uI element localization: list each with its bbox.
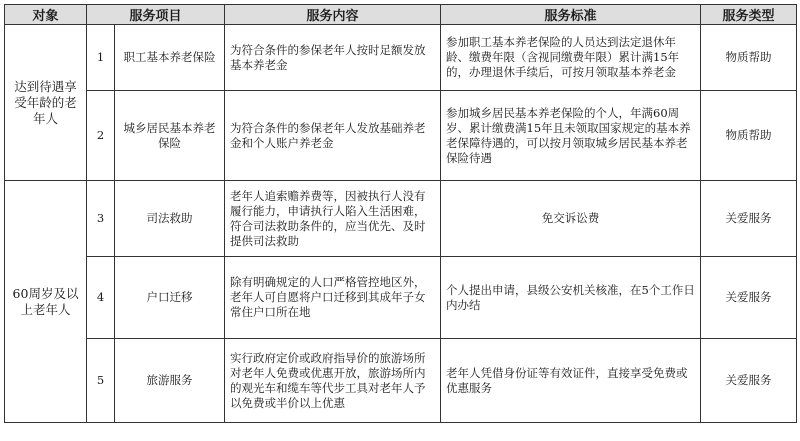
header-object: 对象 [5,5,87,25]
table-row [5,25,797,91]
row-number: 4 [87,257,115,339]
service-type: 物质帮助 [701,91,797,181]
service-type: 关爱服务 [701,339,797,423]
table-header-row [5,5,797,25]
service-content: 为符合条件的参保老年人发放基础养老金和个人账户养老金 [225,91,441,181]
service-content: 为符合条件的参保老年人按时足额发放基本养老金 [225,25,441,91]
service-content: 实行政府定价或政府指导价的旅游场所对老年人免费或优惠开放，旅游场所内的观光车和缆车等代步工具对老年人予以免费或半价以上优惠 [225,339,441,423]
row-number: 5 [87,339,115,423]
header-item: 服务项目 [87,5,225,25]
service-item: 职工基本养老保险 [115,25,225,91]
service-standard: 老年人凭借身份证等有效证件，直接享受免费或优惠服务 [441,339,701,423]
object-cell-over-60: 60周岁及以上老年人 [5,181,87,423]
service-type: 关爱服务 [701,257,797,339]
service-item: 城乡居民基本养老保险 [115,91,225,181]
service-standard: 个人提出申请，县级公安机关核准，在5个工作日内办结 [441,257,701,339]
service-standard: 免交诉讼费 [441,181,701,257]
service-type: 物质帮助 [701,25,797,91]
service-content: 除有明确规定的人口严格管控地区外，老年人可自愿将户口迁移到其成年子女常住户口所在地 [225,257,441,339]
row-number: 2 [87,91,115,181]
services-table [4,4,797,423]
table-row [5,181,797,257]
header-standard: 服务标准 [441,5,701,25]
table-row [5,257,797,339]
row-number: 1 [87,25,115,91]
table-row [5,339,797,423]
service-standard: 参加职工基本养老保险的人员达到法定退休年龄、缴费年限（含视同缴费年限）累计满15年的，办理退休手续后，可按月领取基本养老金 [441,25,701,91]
object-cell-retirees: 达到待遇享受年龄的老年人 [5,25,87,181]
service-standard: 参加城乡居民基本养老保险的个人，年满60周岁、累计缴费满15年且未领取国家规定的基本养老保障待遇的，可以按月领取城乡居民基本养老保险待遇 [441,91,701,181]
service-content: 老年人追索赡养费等，因被执行人没有履行能力，申请执行人陷入生活困难，符合司法救助条件的，应当优先、及时提供司法救助 [225,181,441,257]
header-content: 服务内容 [225,5,441,25]
row-number: 3 [87,181,115,257]
table-row [5,91,797,181]
service-type: 关爱服务 [701,181,797,257]
header-type: 服务类型 [701,5,797,25]
service-item: 旅游服务 [115,339,225,423]
service-item: 司法救助 [115,181,225,257]
service-item: 户口迁移 [115,257,225,339]
